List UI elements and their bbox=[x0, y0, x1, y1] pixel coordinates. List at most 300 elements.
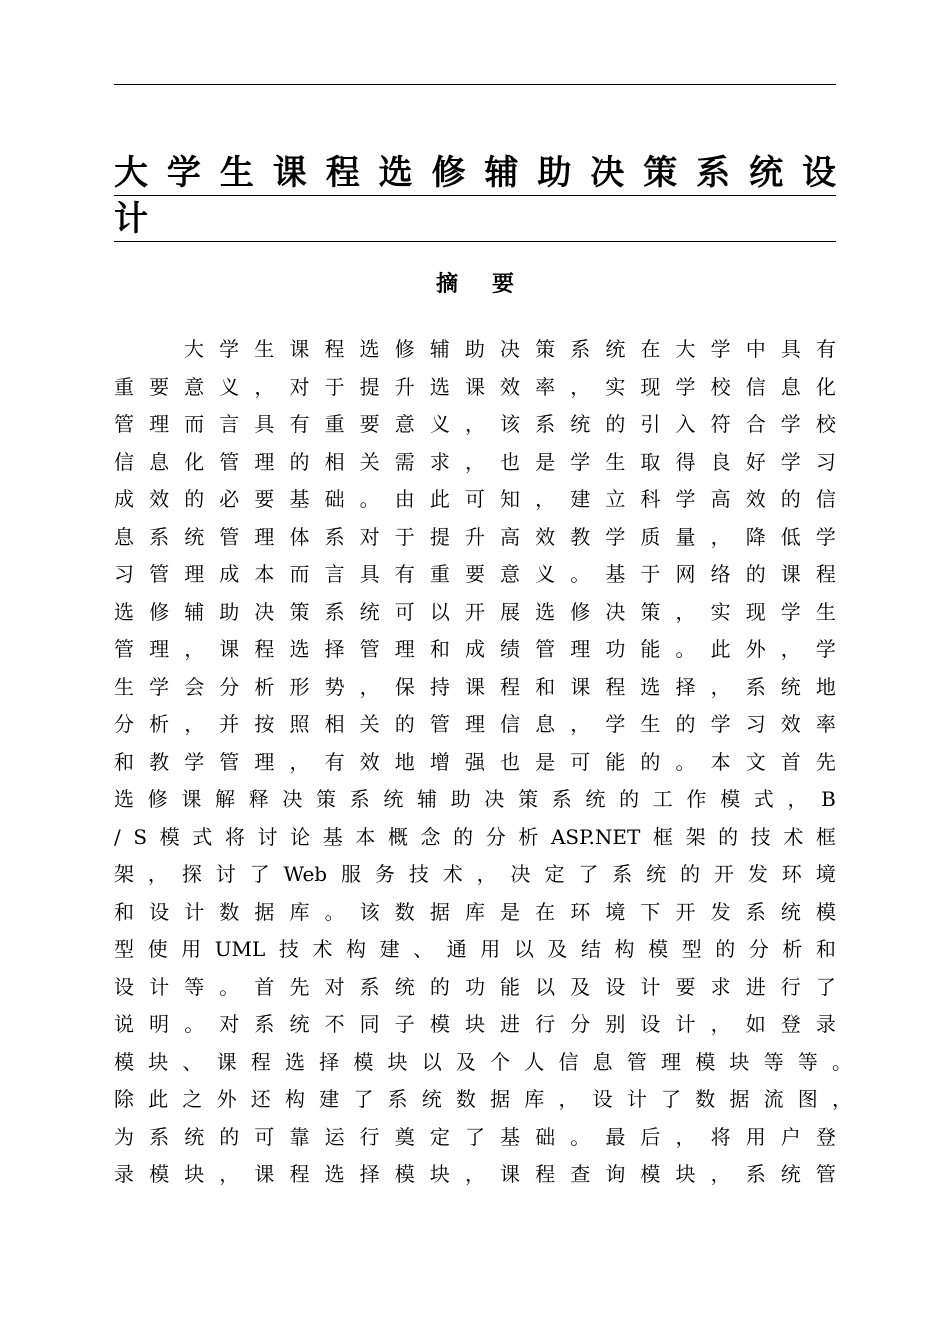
body-token: 模 bbox=[720, 787, 741, 811]
body-token: 用 bbox=[181, 937, 202, 961]
body-token: ， bbox=[147, 862, 168, 886]
body-token: 外 bbox=[216, 1087, 237, 1111]
body-token: 持 bbox=[429, 674, 450, 699]
body-token: 程 bbox=[324, 337, 345, 361]
body-token: 的 bbox=[619, 787, 640, 811]
title-char: 学 bbox=[166, 153, 201, 193]
body-token: ， bbox=[535, 487, 556, 511]
body-token: 校 bbox=[710, 374, 731, 399]
body-token: 登 bbox=[815, 1124, 836, 1149]
body-token: 增 bbox=[429, 749, 450, 774]
body-token: 策 bbox=[518, 787, 539, 811]
body-token: 课 bbox=[500, 1162, 521, 1186]
body-token: 决 bbox=[282, 787, 303, 811]
body-token: 由 bbox=[394, 487, 415, 511]
body-token: 模 bbox=[114, 1049, 134, 1074]
body-token: 析 bbox=[149, 712, 170, 736]
body-token: 意 bbox=[394, 412, 415, 436]
body-token: 课 bbox=[216, 1049, 237, 1074]
body-token: 库 bbox=[464, 899, 485, 924]
body-token: 块 bbox=[464, 1012, 485, 1036]
body-token: 择 bbox=[675, 674, 696, 699]
body-token: 统 bbox=[184, 524, 205, 549]
body-token: 的 bbox=[780, 487, 801, 511]
body-token: 系 bbox=[359, 974, 380, 999]
body-token: 数 bbox=[455, 1087, 476, 1111]
body-token: 说 bbox=[114, 1012, 134, 1036]
body-token: 学 bbox=[675, 487, 696, 511]
body-token: 模 bbox=[149, 1162, 170, 1186]
body-token: 人 bbox=[524, 1049, 545, 1074]
body-token: ， bbox=[710, 1162, 731, 1186]
body-token: 该 bbox=[359, 899, 380, 924]
body-token: 决 bbox=[254, 599, 275, 624]
body-token: 了 bbox=[578, 862, 599, 886]
body-token: 学 bbox=[710, 337, 731, 361]
body-token: 要 bbox=[149, 374, 170, 399]
body-token: 析 bbox=[518, 824, 539, 849]
title-char: 程 bbox=[325, 153, 360, 193]
body-token: UML bbox=[214, 937, 266, 961]
title-char: 大 bbox=[114, 153, 148, 193]
body-token: 模 bbox=[640, 1162, 661, 1186]
body-token: 辅 bbox=[184, 599, 205, 624]
body-token: 校 bbox=[815, 412, 836, 436]
body-token: ， bbox=[787, 787, 808, 811]
body-token: 义 bbox=[429, 412, 450, 436]
body-token: 入 bbox=[675, 412, 696, 436]
body-token: 功 bbox=[464, 974, 485, 999]
body-token: 信 bbox=[558, 1049, 579, 1074]
body-token: 模 bbox=[429, 1012, 450, 1036]
body-token: 同 bbox=[359, 1012, 380, 1036]
body-token: 生 bbox=[114, 674, 134, 699]
body-token: ， bbox=[254, 374, 275, 399]
body-token: 的 bbox=[675, 712, 696, 736]
body-token: 课 bbox=[254, 1162, 275, 1186]
body-token: 保 bbox=[394, 674, 415, 699]
body-token: 效 bbox=[500, 374, 521, 399]
body-token: 必 bbox=[219, 487, 240, 511]
body-token: 系 bbox=[745, 899, 766, 924]
body-line bbox=[114, 1046, 852, 1084]
body-token: 在 bbox=[535, 899, 556, 924]
body-token: 程 bbox=[254, 637, 275, 661]
body-token: 基 bbox=[605, 562, 626, 586]
body-token: 有 bbox=[324, 749, 345, 774]
body-token: 良 bbox=[710, 449, 731, 474]
body-token: 模 bbox=[394, 1162, 415, 1186]
body-token: 技 bbox=[408, 862, 429, 886]
body-token: ， bbox=[219, 1162, 240, 1186]
body-token: 论 bbox=[290, 824, 311, 849]
body-token: 系 bbox=[551, 787, 572, 811]
body-token: 框 bbox=[816, 824, 836, 849]
title-char: 选 bbox=[378, 153, 413, 193]
body-token: 体 bbox=[289, 524, 310, 549]
body-token: 是 bbox=[500, 899, 521, 924]
body-line bbox=[114, 708, 836, 746]
body-token: 式 bbox=[753, 787, 774, 811]
body-token: 型 bbox=[114, 937, 134, 961]
body-token: 设 bbox=[640, 1012, 661, 1036]
body-token: 据 bbox=[490, 1087, 511, 1111]
body-token: 辅 bbox=[417, 787, 438, 811]
body-token: 和 bbox=[114, 899, 134, 924]
body-line bbox=[114, 558, 836, 596]
body-token: 念 bbox=[420, 824, 441, 849]
body-token: 策 bbox=[289, 599, 310, 624]
body-token: 选 bbox=[114, 599, 134, 624]
body-token: 学 bbox=[710, 712, 731, 736]
body-token: 学 bbox=[780, 412, 801, 436]
body-token: 通 bbox=[446, 937, 467, 961]
body-token: 子 bbox=[394, 1012, 415, 1036]
body-token: 学 bbox=[815, 524, 836, 549]
body-token: 管 bbox=[114, 637, 134, 661]
body-token: 助 bbox=[450, 787, 471, 811]
body-token: 大 bbox=[184, 337, 204, 361]
body-token: 助 bbox=[219, 599, 240, 624]
body-token: 管 bbox=[219, 524, 240, 549]
title-char: 课 bbox=[272, 153, 307, 193]
body-token: 库 bbox=[289, 899, 310, 924]
body-line bbox=[114, 483, 836, 521]
body-token: 要 bbox=[254, 487, 275, 511]
body-token: ， bbox=[780, 637, 801, 661]
body-token: 的 bbox=[453, 824, 474, 849]
body-line bbox=[114, 933, 836, 971]
body-token: 。 bbox=[831, 1049, 852, 1074]
body-token: 对 bbox=[359, 524, 380, 549]
body-token: 分 bbox=[570, 1012, 591, 1036]
body-token: 具 bbox=[254, 412, 275, 436]
body-token: 以 bbox=[535, 974, 556, 999]
body-token: 建 bbox=[379, 937, 400, 961]
body-token: 模 bbox=[815, 899, 836, 924]
body-token: 高 bbox=[500, 524, 521, 549]
body-token: 本 bbox=[710, 749, 731, 774]
body-token: 础 bbox=[324, 487, 345, 511]
body-token: 发 bbox=[747, 862, 768, 886]
body-token: 决 bbox=[510, 862, 531, 886]
body-token: 网 bbox=[675, 562, 696, 586]
body-token: 不 bbox=[324, 1012, 345, 1036]
body-token: 用 bbox=[745, 1124, 766, 1149]
body-token: 解 bbox=[215, 787, 236, 811]
body-token: ， bbox=[359, 674, 380, 699]
body-token: 架 bbox=[114, 862, 134, 886]
body-token: 系 bbox=[570, 337, 591, 361]
body-token: 具 bbox=[780, 337, 801, 361]
body-token: 选 bbox=[114, 787, 134, 811]
body-token: 模 bbox=[695, 1049, 716, 1074]
body-token: 探 bbox=[181, 862, 202, 886]
body-token: 管 bbox=[535, 637, 556, 661]
body-token: 首 bbox=[254, 974, 275, 999]
body-token: 程 bbox=[815, 562, 836, 586]
body-token: 设 bbox=[149, 899, 170, 924]
body-token: 的 bbox=[715, 937, 736, 961]
body-token: 升 bbox=[394, 374, 415, 399]
body-token: 行 bbox=[780, 974, 801, 999]
body-token: 选 bbox=[535, 599, 556, 624]
body-token: 修 bbox=[149, 599, 170, 624]
body-token: 学 bbox=[675, 374, 696, 399]
header-rule bbox=[114, 84, 836, 85]
body-token: 课 bbox=[289, 337, 310, 361]
body-token: 习 bbox=[114, 562, 134, 586]
body-token: 决 bbox=[605, 599, 626, 624]
body-token: 式 bbox=[192, 824, 213, 849]
body-token: 策 bbox=[640, 599, 661, 624]
body-token: ， bbox=[570, 712, 591, 736]
body-token: 、 bbox=[413, 937, 434, 961]
body-token: 的 bbox=[429, 974, 450, 999]
body-token: 绩 bbox=[500, 637, 521, 661]
body-token: 高 bbox=[710, 487, 731, 511]
body-token: 课 bbox=[464, 374, 485, 399]
body-token: 求 bbox=[710, 974, 731, 999]
body-token: 基 bbox=[500, 1124, 521, 1149]
body-token: 学 bbox=[780, 449, 801, 474]
body-token: 并 bbox=[219, 712, 240, 736]
body-token: 习 bbox=[745, 712, 766, 736]
body-token: 择 bbox=[359, 1162, 380, 1186]
body-token: 地 bbox=[394, 749, 415, 774]
body-line bbox=[114, 1121, 836, 1159]
body-token: 管 bbox=[114, 412, 134, 436]
title-line-2 bbox=[114, 196, 836, 242]
body-token: 此 bbox=[429, 487, 450, 511]
body-token: 立 bbox=[605, 487, 626, 511]
body-line bbox=[114, 333, 836, 371]
body-token: 管 bbox=[626, 1049, 647, 1074]
body-line bbox=[114, 633, 836, 671]
body-token: 发 bbox=[710, 899, 731, 924]
body-token: 术 bbox=[783, 824, 804, 849]
body-token: 而 bbox=[184, 412, 205, 436]
body-token: 也 bbox=[500, 449, 521, 474]
body-token: 生 bbox=[605, 449, 626, 474]
body-token: 升 bbox=[464, 524, 485, 549]
body-token: 该 bbox=[500, 412, 521, 436]
body-line bbox=[114, 783, 836, 821]
body-token: 生 bbox=[815, 599, 836, 624]
body-token: 效 bbox=[780, 712, 801, 736]
body-token: 得 bbox=[675, 449, 696, 474]
body-token: 及 bbox=[455, 1049, 476, 1074]
body-token: 可 bbox=[464, 487, 485, 511]
body-token: 的 bbox=[394, 712, 415, 736]
body-token: 登 bbox=[780, 1012, 801, 1036]
body-token: 能 bbox=[640, 637, 661, 661]
body-token: 先 bbox=[289, 974, 310, 999]
body-token: 。 bbox=[675, 637, 696, 661]
body-token: 使 bbox=[147, 937, 168, 961]
body-token: 还 bbox=[250, 1087, 271, 1111]
title-char: 辅 bbox=[484, 153, 519, 193]
body-token: 境 bbox=[815, 862, 836, 886]
body-token: 课 bbox=[464, 674, 485, 699]
body-token: 务 bbox=[374, 862, 395, 886]
body-token: 奠 bbox=[394, 1124, 415, 1149]
body-token: 后 bbox=[640, 1124, 661, 1149]
body-token: 以 bbox=[429, 599, 450, 624]
body-token: 重 bbox=[429, 562, 450, 586]
body-token: 。 bbox=[324, 899, 345, 924]
body-token: 好 bbox=[745, 449, 766, 474]
body-token: 。 bbox=[359, 487, 380, 511]
body-token: 录 bbox=[815, 1012, 836, 1036]
body-token: 分 bbox=[219, 674, 240, 699]
body-token: 库 bbox=[524, 1087, 545, 1111]
body-token: 构 bbox=[284, 1087, 305, 1111]
body-token: 管 bbox=[219, 749, 240, 774]
body-token: 势 bbox=[324, 674, 345, 699]
body-token: 和 bbox=[114, 749, 134, 774]
body-token: 和 bbox=[535, 674, 556, 699]
body-token: 统 bbox=[421, 1087, 442, 1111]
body-token: 实 bbox=[710, 599, 731, 624]
body-token: 是 bbox=[535, 449, 556, 474]
body-token: 程 bbox=[535, 1162, 556, 1186]
body-token: 在 bbox=[640, 337, 661, 361]
body-token: 及 bbox=[570, 974, 591, 999]
body-token: 习 bbox=[815, 449, 836, 474]
body-token: 学 bbox=[184, 749, 205, 774]
body-token: 有 bbox=[815, 337, 836, 361]
body-token: 质 bbox=[640, 524, 661, 549]
body-token: 及 bbox=[547, 937, 568, 961]
body-token: 选 bbox=[429, 374, 450, 399]
body-token: 效 bbox=[745, 487, 766, 511]
body-token: 析 bbox=[254, 674, 275, 699]
body-token: 计 bbox=[626, 1087, 647, 1111]
body-token: 本 bbox=[254, 562, 275, 586]
body-token: 之 bbox=[182, 1087, 203, 1111]
body-token: 讨 bbox=[215, 862, 236, 886]
body-token: 信 bbox=[745, 374, 766, 399]
body-token: 生 bbox=[254, 337, 275, 361]
body-token: 择 bbox=[319, 1049, 340, 1074]
body-token: 需 bbox=[394, 449, 415, 474]
body-token: 首 bbox=[780, 749, 801, 774]
body-token: 引 bbox=[640, 412, 661, 436]
body-token: 据 bbox=[429, 899, 450, 924]
body-token: 据 bbox=[729, 1087, 750, 1111]
body-token: 型 bbox=[681, 937, 702, 961]
body-token: 照 bbox=[289, 712, 310, 736]
body-token: 管 bbox=[815, 1162, 836, 1186]
body-token: 统 bbox=[646, 862, 667, 886]
body-token: 相 bbox=[324, 712, 345, 736]
body-token: 相 bbox=[324, 449, 345, 474]
body-line bbox=[114, 371, 836, 409]
body-token: 信 bbox=[815, 487, 836, 511]
document-title bbox=[114, 150, 836, 242]
body-token: 率 bbox=[815, 712, 836, 736]
body-token: 策 bbox=[535, 337, 556, 361]
body-token: S bbox=[133, 824, 148, 849]
body-token: 据 bbox=[254, 899, 275, 924]
body-token: 此 bbox=[710, 637, 731, 661]
body-token: 文 bbox=[745, 749, 766, 774]
body-token: 效 bbox=[535, 524, 556, 549]
body-token: 言 bbox=[219, 412, 240, 436]
body-token: 块 bbox=[184, 1162, 205, 1186]
body-line bbox=[114, 896, 836, 934]
body-token: ， bbox=[184, 712, 205, 736]
body-token: 理 bbox=[149, 637, 170, 661]
body-token: 程 bbox=[289, 1162, 310, 1186]
body-token: 靠 bbox=[289, 1124, 310, 1149]
body-token: 能 bbox=[500, 974, 521, 999]
title-char: 生 bbox=[219, 153, 254, 193]
body-token: 而 bbox=[289, 562, 310, 586]
body-token: 作 bbox=[686, 787, 707, 811]
body-token: 系 bbox=[745, 674, 766, 699]
body-token: 术 bbox=[442, 862, 463, 886]
body-token: ， bbox=[675, 1124, 696, 1149]
body-token: 架 bbox=[685, 824, 706, 849]
body-token: 管 bbox=[359, 637, 380, 661]
body-line bbox=[114, 1008, 836, 1046]
body-token: 关 bbox=[359, 712, 380, 736]
body-token: 言 bbox=[324, 562, 345, 586]
title-char: 决 bbox=[590, 153, 625, 193]
body-token: 用 bbox=[480, 937, 501, 961]
body-token: 教 bbox=[570, 524, 591, 549]
body-token: 统 bbox=[780, 899, 801, 924]
body-token: 对 bbox=[324, 974, 345, 999]
body-token: 行 bbox=[359, 1124, 380, 1149]
body-token: 重 bbox=[114, 374, 134, 399]
body-token: 学 bbox=[149, 674, 170, 699]
body-token: 块 bbox=[429, 1162, 450, 1186]
body-token: 开 bbox=[675, 899, 696, 924]
body-token: 率 bbox=[535, 374, 556, 399]
body-token: 统 bbox=[780, 1162, 801, 1186]
body-token: 模 bbox=[159, 824, 180, 849]
body-token: 数 bbox=[219, 899, 240, 924]
body-token: 是 bbox=[535, 749, 556, 774]
body-token: 系 bbox=[612, 862, 633, 886]
body-token: 形 bbox=[289, 674, 310, 699]
body-token: 理 bbox=[661, 1049, 681, 1074]
body-token: 以 bbox=[513, 937, 534, 961]
body-token: 对 bbox=[219, 1012, 240, 1036]
body-token: 块 bbox=[729, 1049, 750, 1074]
body-token: 定 bbox=[429, 1124, 450, 1149]
body-token: 课 bbox=[780, 562, 801, 586]
body-token: 按 bbox=[254, 712, 275, 736]
body-token: ， bbox=[464, 449, 485, 474]
body-line bbox=[114, 596, 836, 634]
body-token: 展 bbox=[500, 599, 521, 624]
body-token: 义 bbox=[535, 562, 556, 586]
body-token: 选 bbox=[324, 1162, 345, 1186]
body-token: 系 bbox=[324, 524, 345, 549]
body-token: 助 bbox=[464, 337, 485, 361]
body-token: 信 bbox=[500, 712, 521, 736]
title-char: 系 bbox=[696, 153, 731, 193]
body-token: 进 bbox=[745, 974, 766, 999]
body-token: 课 bbox=[570, 674, 591, 699]
body-token: 将 bbox=[224, 824, 245, 849]
body-token: 行 bbox=[535, 1012, 556, 1036]
body-token: 开 bbox=[713, 862, 734, 886]
